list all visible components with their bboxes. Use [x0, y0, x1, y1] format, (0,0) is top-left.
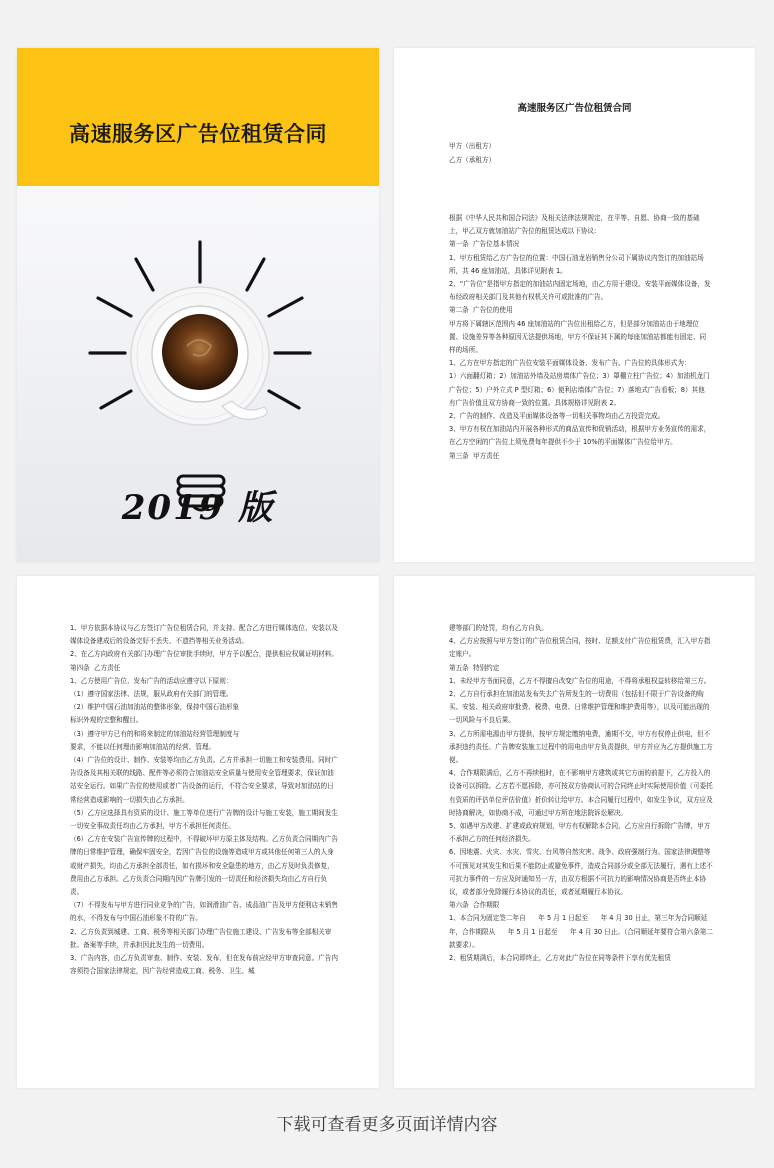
document-title: 高速服务区广告位租赁合同	[517, 103, 632, 114]
contract-body: 建等部门的处罚，均有乙方自负。 4、乙方应按照与甲方签订的广告位租赁合同，按时、足额支付广告位租赁费，汇入甲方指定账户。 第五条 特别约定 1、未经甲方书面同意，乙方不得擅自改变广告位的用途，不得将承租权益转移给第三方。 2、乙方自行承担在加油站发布失去广告所发生的一切费用（包括但不限于广告设备的购买、安装、相关政府审批费、税费、电费、日常维护管理和维护费用等），以及可能出现的一切风险与不良后果。 3、乙方所需电源由甲方提供，按甲方规定缴纳电费，逾期不交，甲方有权停止供电，但不承担违约责任。广告牌安装施工过程中的用电由甲方负责提供，甲方并应为乙方提供施工方便。 4、合作期限满后，乙方不再续租时，在不影响甲方建筑或其它方面的前提下，乙方投入的设备可以拆除。乙方若不愿拆除，亦可按双方协商认可的合同终止时实际使用价值（可委托有资质的评估单位评估价值）折价转让给甲方。本合同履行过程中，如发生争议，双方应及时协商解决，如协商不成，可通过甲方所在地法院诉讼解决。 5、如遇甲方改建、扩建或政府规划，甲方有权解除本合同，乙方应自行拆除广告牌，甲方不承担乙方的任何经济损失。 6、因地震、火灾、水灾、雪灾、台风等自然灾害、战争、政府强制行为、国家法律调整等不可预见对其发生和后果不能防止或避免事件，造成合同部分或全部无法履行，遇有上述不可抗力事件的一方应及时通知另一方，由双方根据不可抗力的影响情况协商是否终止本协议，或者部分免除履行本协议的责任，或者延期履行本协议。 第六条 合作期限 1、本合同为固定签二年自 年 5 月 1 日起至 年 4 月 30 日止，第三年为合同顺延年，合作期限从 年 5 月 1 日起至 年 4 月 30 日止。（合同顺延年要符合第六条第二款要求）。 2、租赁期满后，本合同即终止，乙方对此广告位在同等条件下享有优先租赁	[449, 624, 713, 963]
cover-page	[17, 48, 379, 562]
cover-title: 高速服务区广告位租赁合同	[69, 122, 327, 146]
contract-page-1	[394, 48, 755, 562]
cover-yellow-band	[17, 48, 379, 186]
party-a: 甲方（出租方）	[449, 142, 496, 150]
cover-year-label: 2019 版	[121, 488, 275, 528]
coffee	[162, 314, 238, 390]
download-more-note[interactable]: 下载可查看更多页面详情内容	[276, 1115, 498, 1135]
party-b: 乙方（承租方）	[449, 156, 496, 164]
contract-body: 根据《中华人民共和国合同法》及相关法律法规规定，在平等、自愿、协商一致的基础上，甲乙双方就加油站广告位的租赁达成以下协议: 第一条 广告位基本情况 1、甲方租赁给乙方广告位的位置：中国石油龙岩销售分公司下属协议内签订的加油站场所，共 46 座加油站，具体详见附表 1。 2、“广告位”是指甲方指定的加油站内固定场地，由乙方用于建设、安装平面媒体设备，发布经政府相关部门及其他有权机关许可或批准的广告。 第二条 广告位的使用 甲方将下属辖区范围内 46 座加油站的广告位出租给乙方，但是部分加油站由于地理位置、设施差异等各种原因无法提供场地，甲方不保证其下属的每座加油站都能有固定、同样的场所。 1、乙方在甲方指定的广告位安装平面媒体设备、发布广告。广告位的具体形式为： 1）六面翻灯箱；2）加油站外墙及站房墙体广告位；3）罩棚立柱广告位；4）加油机龙门广告位；5）户外立式 P 型灯箱；6）便利店墙体广告位；7）落地式广告看板；8）其他有广告价值且双方协商一致的位置。具体规格详见附表 2。 2、广告的制作、改造及平面媒体设备等一切相关事物均由乙方投资完成。 3、甲方有权在加油站内开展各种形式的商品宣传和促销活动，根据甲方业务宣传的需求，在乙方空闲的广告位上须免费每年提供不少于 10%的平面媒体广告位给甲方。 第三条 甲方责任	[449, 214, 711, 460]
contract-body: 1、甲方依据本协议与乙方签订广告位租赁合同，并支持、配合乙方进行媒体选位、安装以及媒体设备建成后的设备完好不丢失、不遗挡等相关业务活动。 2、在乙方向政府有关部门办理广告位审批手续时，甲方予以配合，提供相应权属证明材料。 第四条 乙方责任 1、乙方使用广告位、发布广告的活动应遵守以下原则： （1）遵守国家法律、法规，服从政府有关部门的管理。 （2）维护中国石油加油站的整体形象，保持中国石油形象 标识外观的完整和醒目。 （3）遵守甲方已有的和将来制定的加油站经营管理制度与 要求，不能以任何理由影响加油站的经营、管理。 （4）广告位的设计、制作、安装等均由乙方负责。乙方并承担一切施工和安装费用。同时广告设备及其相关联的线路、配件等必须符合加油站安全质量与使用安全管理要求，保证加油站安全运行。如果广告位的使用或者广告设备的运行，不符合安全要求，导致对加油站的日常经营造成影响的一切损失由乙方承担。 （5）乙方应选择具有资质的设计、施工等单位进行广告牌的设计与施工安装，施工期间发生一切安全事故责任均由乙方承担，甲方不承担任何责任。 （6）乙方在安装广告宣传牌的过程中，不得破坏甲方原主体及结构。乙方负责合同期内广告牌的日常维护管理，确保牢固安全，若因广告位的设施等造成甲方或其他任何第三人的人身或财产损失，均由乙方承担全部责任，如有损坏和安全隐患的地方，由乙方及时负责修复，费用由乙方承担。乙方负责合同期内因广告牌引发的一切责任和经济损失均由乙方自行负责。 （7）不得发布与甲方进行同业竞争的广告，如润滑油广告、成品油广告及甲方便利店未销售的水，不得发布与中国石油形象不符的广告。 2、乙方负责到城建、工商、税务等相关部门办理广告位施工建设、广告发布等全部相关审批、备案等手续，并承担因此发生的一切费用。 3、广告内容，由乙方负责审查、制作、安装、发布，但在发布前应经甲方审查同意。广告内容须符合国家法律规定，因广告经营造成工商、税务、卫生、城	[70, 624, 338, 976]
contract-page-2	[17, 576, 379, 1088]
contract-page-3	[394, 576, 755, 1088]
